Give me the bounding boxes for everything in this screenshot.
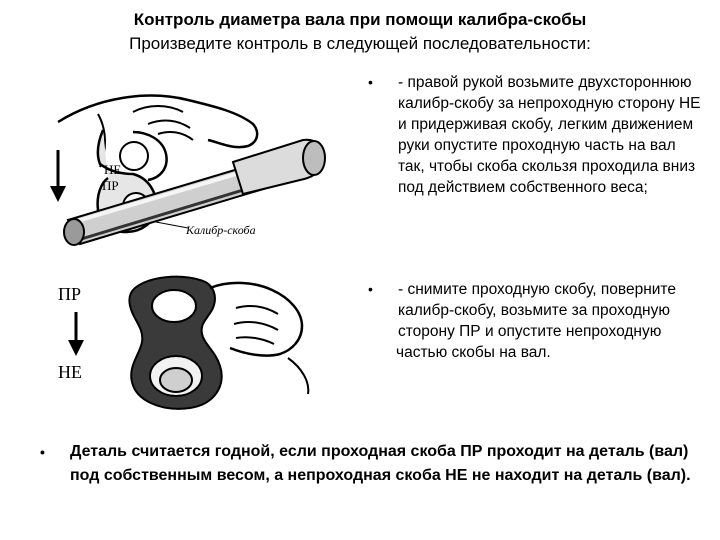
page-subtitle: Произведите контроль в следующей последовательности: <box>129 34 591 53</box>
figure-caliper-on-shaft <box>38 82 368 267</box>
step-2 <box>368 279 703 389</box>
conclusion-text: Деталь считается годной, если проходная скоба ПР проходит на деталь (вал) под собственным весом, а непроходная скоба НЕ не находит на деталь (вал). <box>70 443 691 484</box>
arrow-down-icon <box>68 312 84 356</box>
page-title: Контроль диаметра вала при помощи калибра-скобы <box>133 10 587 29</box>
bullet: • <box>40 444 45 460</box>
figure2-label-pr: ПР <box>58 284 82 304</box>
step-2-text-last: частью скобы на вал. <box>396 344 551 361</box>
bullet: • <box>368 281 373 297</box>
step-1 <box>368 72 703 252</box>
step-1-text: - правой рукой возьмите двухстороннюю калибр-скобу за непроходную сторону НЕ и придерживая скобу, легким движением руки опустите проходную часть на вал так, чтобы скоба скользя проходила вниз под действием собственного веса; <box>398 74 701 196</box>
step-2-text <box>398 279 703 363</box>
step-2-text-main: - снимите проходную скобу, поверните калибр-скобу, возьмите за проходную сторону ПР и опустите непроходную <box>398 281 676 340</box>
figure-caliper-flip <box>40 268 360 428</box>
bullet: • <box>368 74 373 90</box>
figure1-caption: Калибр-скоба <box>186 223 256 237</box>
arrow-down-icon <box>50 150 66 202</box>
figure2-label-ne: НЕ <box>58 362 82 382</box>
figure1-label-pr: ПР <box>102 178 119 193</box>
figure1-label-ne: НЕ <box>104 162 122 177</box>
